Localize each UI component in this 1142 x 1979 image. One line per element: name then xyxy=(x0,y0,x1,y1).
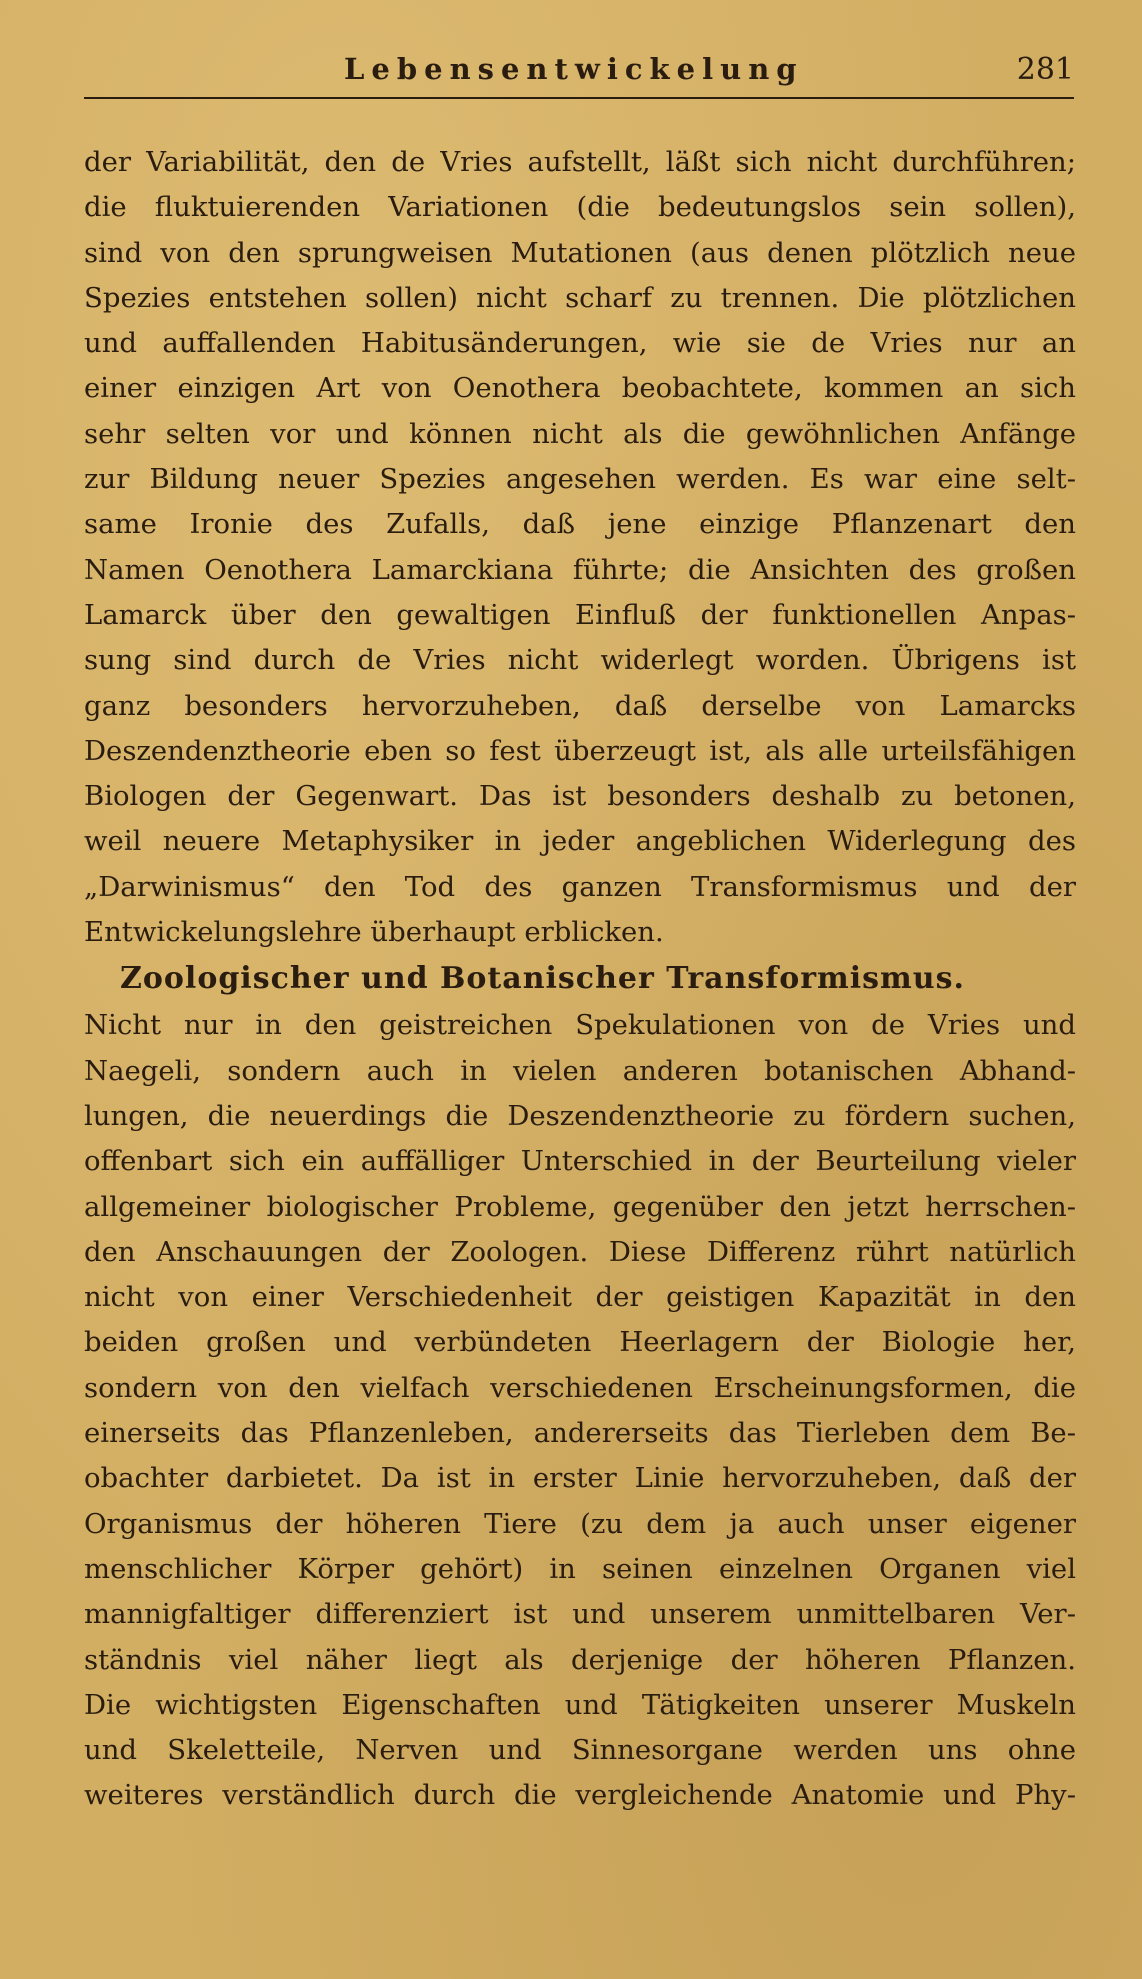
text-line: menschlicher Körper gehört) in seinen einzelnen Organen viel xyxy=(84,1552,1076,1585)
text-line: Biologen der Gegenwart. Das ist besonders deshalb zu betonen, xyxy=(84,780,1076,813)
paragraph-2 xyxy=(84,1003,1076,1818)
text-line: Spezies entstehen sollen) nicht scharf zu trennen. Die plötzlichen xyxy=(84,281,1076,314)
running-title: Lebensentwickelung xyxy=(344,52,804,86)
text-line: und auffallenden Habitusänderungen, wie sie de Vries nur an xyxy=(84,327,1076,360)
text-line: offenbart sich ein auffälliger Unterschied in der Beurteilung vieler xyxy=(84,1145,1076,1178)
text-line: der Variabilität, den de Vries aufstellt, läßt sich nicht durchführen; xyxy=(84,146,1076,178)
paragraph-1 xyxy=(84,140,1076,955)
text-line: Naegeli, sondern auch in vielen anderen botanischen Abhand- xyxy=(84,1054,1076,1087)
text-line: „Darwinismus“ den Tod des ganzen Transformismus und der xyxy=(84,870,1076,903)
text-line: sung sind durch de Vries nicht widerlegt worden. Übrigens ist xyxy=(84,644,1076,677)
text-line: mannigfaltiger differenziert ist und unserem unmittelbaren Ver- xyxy=(84,1598,1076,1631)
body-text xyxy=(84,140,1076,1819)
text-line: Deszendenztheorie eben so fest überzeugt ist, als alle urteilsfähigen xyxy=(84,734,1076,767)
text-line: obachter darbietet. Da ist in erster Linie hervorzuheben, daß der xyxy=(84,1462,1076,1495)
text-line: weiteres verständlich durch die vergleichende Anatomie und Phy- xyxy=(84,1779,1076,1812)
text-line: ständnis viel näher liegt als derjenige der höheren Pflanzen. xyxy=(84,1643,1076,1676)
text-line: same Ironie des Zufalls, daß jene einzige Pflanzenart den xyxy=(84,508,1076,541)
text-line: den Anschauungen der Zoologen. Diese Differenz rührt natürlich xyxy=(84,1235,1076,1268)
text-line: Lamarck über den gewaltigen Einfluß der funktionellen Anpas- xyxy=(84,598,1076,631)
text-line: Die wichtigsten Eigenschaften und Tätigkeiten unserer Muskeln xyxy=(84,1688,1076,1721)
text-line: einerseits das Pflanzenleben, andererseits das Tierleben dem Be- xyxy=(84,1417,1076,1450)
text-line: und Skeletteile, Nerven und Sinnesorgane werden uns ohne xyxy=(84,1734,1076,1767)
text-line: weil neuere Metaphysiker in jeder angeblichen Widerlegung des xyxy=(84,825,1076,858)
text-line: nicht von einer Verschiedenheit der geistigen Kapazität in den xyxy=(84,1281,1076,1314)
page-number: 281 xyxy=(1016,52,1074,87)
text-line: beiden großen und verbündeten Heerlagern der Biologie her, xyxy=(84,1326,1076,1359)
section-heading: Zoologischer und Botanischer Transformismus. xyxy=(120,961,965,997)
text-line: Organismus der höheren Tiere (zu dem ja auch unser eigener xyxy=(84,1507,1076,1540)
text-line: Entwickelungslehre überhaupt erblicken. xyxy=(84,916,664,949)
text-line: einer einzigen Art von Oenothera beobachtete, kommen an sich xyxy=(84,372,1076,405)
text-line: sondern von den vielfach verschiedenen Erscheinungsformen, die xyxy=(84,1371,1076,1404)
header-rule xyxy=(84,97,1074,99)
text-line: sind von den sprungweisen Mutationen (aus denen plötzlich neue xyxy=(84,236,1076,269)
text-line: zur Bildung neuer Spezies angesehen werden. Es war eine selt- xyxy=(84,463,1076,496)
page-header xyxy=(84,52,1074,102)
text-line: Namen Oenothera Lamarckiana führte; die Ansichten des großen xyxy=(84,553,1076,586)
text-line: allgemeiner biologischer Probleme, gegenüber den jetzt herrschen- xyxy=(84,1190,1076,1223)
text-line: Nicht nur in den geistreichen Spekulationen von de Vries und xyxy=(84,1009,1076,1042)
text-line: lungen, die neuerdings die Deszendenztheorie zu fördern suchen, xyxy=(84,1099,1076,1132)
text-line: die fluktuierenden Variationen (die bedeutungslos sein sollen), xyxy=(84,191,1076,224)
text-line: ganz besonders hervorzuheben, daß derselbe von Lamarcks xyxy=(84,689,1076,722)
text-line: sehr selten vor und können nicht als die gewöhnlichen Anfänge xyxy=(84,417,1076,450)
